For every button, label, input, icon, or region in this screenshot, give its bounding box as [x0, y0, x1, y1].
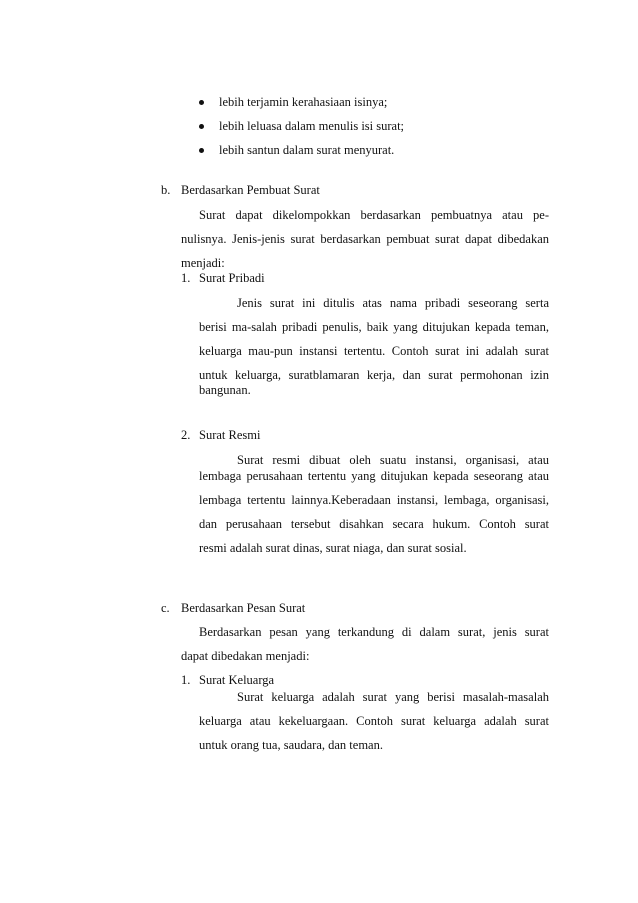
item-number: 1. [181, 673, 191, 687]
paragraph-line: bangunan. [199, 383, 251, 397]
bullet-dot-icon [199, 148, 204, 153]
paragraph-line: lembaga perusahaan tertentu yang ditujukan kepada seseorang atau [199, 469, 549, 483]
section-b-marker: b. [161, 183, 171, 197]
paragraph-line: keluarga mau-pun instansi tertentu. Contoh surat ini adalah surat [199, 344, 549, 358]
section-c-intro-line: Berdasarkan pesan yang terkandung di dalam surat, jenis surat [199, 625, 549, 639]
item-title: Surat Keluarga [199, 673, 275, 687]
section-c-marker: c. [161, 601, 170, 615]
section-b-intro-line: menjadi: [181, 256, 225, 270]
paragraph-line: keluarga atau kekeluargaan. Contoh surat keluarga adalah surat [199, 714, 549, 728]
bullet-text: lebih leluasa dalam menulis isi surat; [219, 119, 405, 133]
item-number: 1. [181, 271, 191, 285]
section-b-intro-line: nulisnya. Jenis-jenis surat berdasarkan pembuat surat dapat dibedakan [181, 232, 549, 246]
item-title: Surat Resmi [199, 428, 261, 442]
paragraph-line: Surat resmi dibuat oleh suatu instansi, organisasi, atau [237, 453, 549, 467]
paragraph-line: resmi adalah surat dinas, surat niaga, dan surat sosial. [199, 541, 467, 555]
bullet-text: lebih santun dalam surat menyurat. [219, 143, 395, 157]
section-c-heading: Berdasarkan Pesan Surat [181, 601, 306, 615]
item-number: 2. [181, 428, 191, 442]
section-c-intro-line: dapat dibedakan menjadi: [181, 649, 310, 663]
bullet-dot-icon [199, 100, 204, 105]
item-title: Surat Pribadi [199, 271, 265, 285]
section-b-intro-line: Surat dapat dikelompokkan berdasarkan pembuatnya atau pe- [199, 208, 549, 222]
paragraph-line: Surat keluarga adalah surat yang berisi masalah-masalah [237, 690, 549, 704]
bullet-dot-icon [199, 124, 204, 129]
bullet-text: lebih terjamin kerahasiaan isinya; [219, 95, 388, 109]
paragraph-line: Jenis surat ini ditulis atas nama pribadi seseorang serta [237, 296, 549, 310]
paragraph-line: untuk keluarga, suratblamaran kerja, dan surat permohonan izin [199, 368, 549, 382]
paragraph-line: lembaga tertentu lainnya.Keberadaan instansi, lembaga, organisasi, [199, 493, 549, 507]
section-b-heading: Berdasarkan Pembuat Surat [181, 183, 320, 197]
paragraph-line: untuk orang tua, saudara, dan teman. [199, 738, 383, 752]
paragraph-line: dan perusahaan tersebut disahkan secara hukum. Contoh surat [199, 517, 549, 531]
paragraph-line: berisi ma-salah pribadi penulis, baik yang ditujukan kepada teman, [199, 320, 549, 334]
